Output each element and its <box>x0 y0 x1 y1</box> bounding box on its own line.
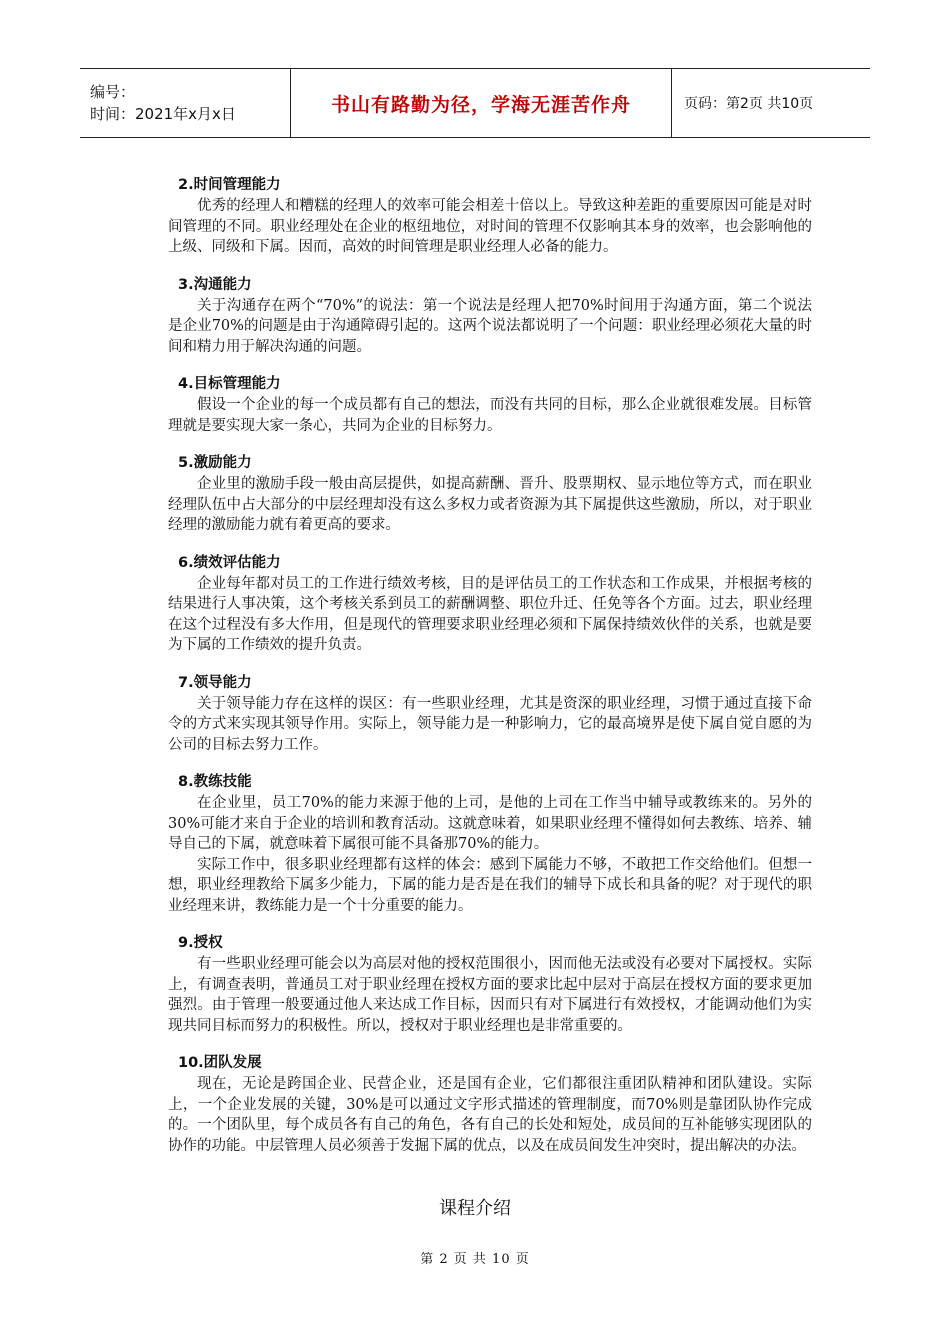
section-coaching <box>168 772 812 916</box>
section-delegation <box>168 933 812 1036</box>
motto-text: 书山有路勤为径，学海无涯苦作舟 <box>330 93 631 116</box>
section-team-development <box>168 1053 812 1156</box>
section-title: 9.授权 <box>178 935 223 951</box>
header-page-cell <box>672 69 870 137</box>
section-motivation <box>168 453 812 536</box>
section-paragraph: 在企业里，员工70%的能力来源于他的上司，是他的上司在工作当中辅导或教练来的。另外的30%可能才来自于企业的培训和教育活动。这就意味着，如果职业经理不懂得如何去教练、培养、辅导自己的下属，就意味着下属很可能不具备那70%的能力。 <box>168 795 812 852</box>
course-heading: 课程介绍 <box>439 1198 511 1219</box>
section-title: 2.时间管理能力 <box>178 177 281 193</box>
section-communication <box>168 275 812 358</box>
section-title: 4.目标管理能力 <box>178 376 281 392</box>
page-number-label: 页码：第2页 共10页 <box>684 96 814 112</box>
section-time-management <box>168 175 812 258</box>
section-title: 5.激励能力 <box>178 455 252 471</box>
section-paragraph: 企业里的激励手段一般由高层提供，如提高薪酬、晋升、股票期权、显示地位等方式，而在职业经理队伍中占大部分的中层经理却没有这么多权力或者资源为其下属提供这些激励，所以，对于职业经理的激励能力就有着更高的要求。 <box>168 476 812 533</box>
section-title: 8.教练技能 <box>178 774 252 790</box>
section-paragraph: 现在，无论是跨国企业、民营企业，还是国有企业，它们都很注重团队精神和团队建设。实际上，一个企业发展的关键，30%是可以通过文字形式描述的管理制度，而70%则是靠团队协作完成的。一个团队里，每个成员各有自己的角色，各有自己的长处和短处，成员间的互补能够实现团队的协作的功能。中层管理人员必须善于发掘下属的优点，以及在成员间发生冲突时，提出解决的办法。 <box>168 1076 812 1154</box>
section-paragraph: 优秀的经理人和糟糕的经理人的效率可能会相差十倍以上。导致这种差距的重要原因可能是对时间管理的不同。职业经理处在企业的枢纽地位，对时间的管理不仅影响其本身的效率，也会影响他的上级、同级和下属。因而，高效的时间管理是职业经理人必备的能力。 <box>168 198 812 255</box>
section-paragraph: 关于领导能力存在这样的误区：有一些职业经理，尤其是资深的职业经理，习惯于通过直接下命令的方式来实现其领导作用。实际上，领导能力是一种影响力，它的最高境界是使下属自觉自愿的为公司的目标去努力工作。 <box>168 695 812 753</box>
section-title: 10.团队发展 <box>178 1055 262 1071</box>
section-title: 3.沟通能力 <box>178 276 252 293</box>
section-paragraph: 有一些职业经理可能会以为高层对他的授权范围很小，因而他无法或没有必要对下属授权。实际上，有调查表明，普通员工对于职业经理在授权方面的要求比起中层对于高层在授权方面的要求更加强烈。由于管理一般要通过他人来达成工作目标，因而只有对下属进行有效授权，才能调动他们为实现共同目标而努力的积极性。所以，授权对于职业经理也是非常重要的。 <box>168 956 812 1034</box>
section-paragraph: 关于沟通存在两个“70%”的说法：第一个说法是经理人把70%时间用于沟通方面，第二个说法是企业70%的问题是由于沟通障碍引起的。这两个说法都说明了一个问题：职业经理必须花大量的时间和精力用于解决沟通的问题。 <box>168 297 812 355</box>
section-title: 6.绩效评估能力 <box>178 554 281 571</box>
header-meta <box>80 69 290 137</box>
header-motto-cell <box>290 69 672 137</box>
section-paragraph: 实际工作中，很多职业经理都有这样的体会：感到下属能力不够，不敢把工作交给他们。但想一想，职业经理教给下属多少能力，下属的能力是否是在我们的辅导下成长和具备的呢？对于现代的职业经理来讲，教练能力是一个十分重要的能力。 <box>168 856 812 914</box>
section-performance-evaluation <box>168 553 812 656</box>
section-paragraph: 企业每年都对员工的工作进行绩效考核，目的是评估员工的工作状态和工作成果，并根据考核的结果进行人事决策，这个考核关系到员工的薪酬调整、职位升迁、任免等各个方面。过去，职业经理在这个过程没有多大作用，但是现代的管理要求职业经理必须和下属保持绩效伙伴的关系，也就是要为下属的工作绩效的提升负责。 <box>168 575 812 653</box>
page-footer: 第 2 页 共 10 页 <box>420 1252 530 1267</box>
section-leadership <box>168 673 812 756</box>
section-goal-management <box>168 374 812 436</box>
document-number-label: 编号： <box>90 83 136 101</box>
document-time-label: 时间：2021年x月x日 <box>90 105 236 123</box>
section-title: 7.领导能力 <box>178 674 252 691</box>
section-paragraph: 假设一个企业的每一个成员都有自己的想法，而没有共同的目标，那么企业就很难发展。目标管理就是要实现大家一条心，共同为企业的目标努力。 <box>168 397 812 434</box>
document-body <box>168 175 812 1173</box>
page-header <box>80 68 870 138</box>
